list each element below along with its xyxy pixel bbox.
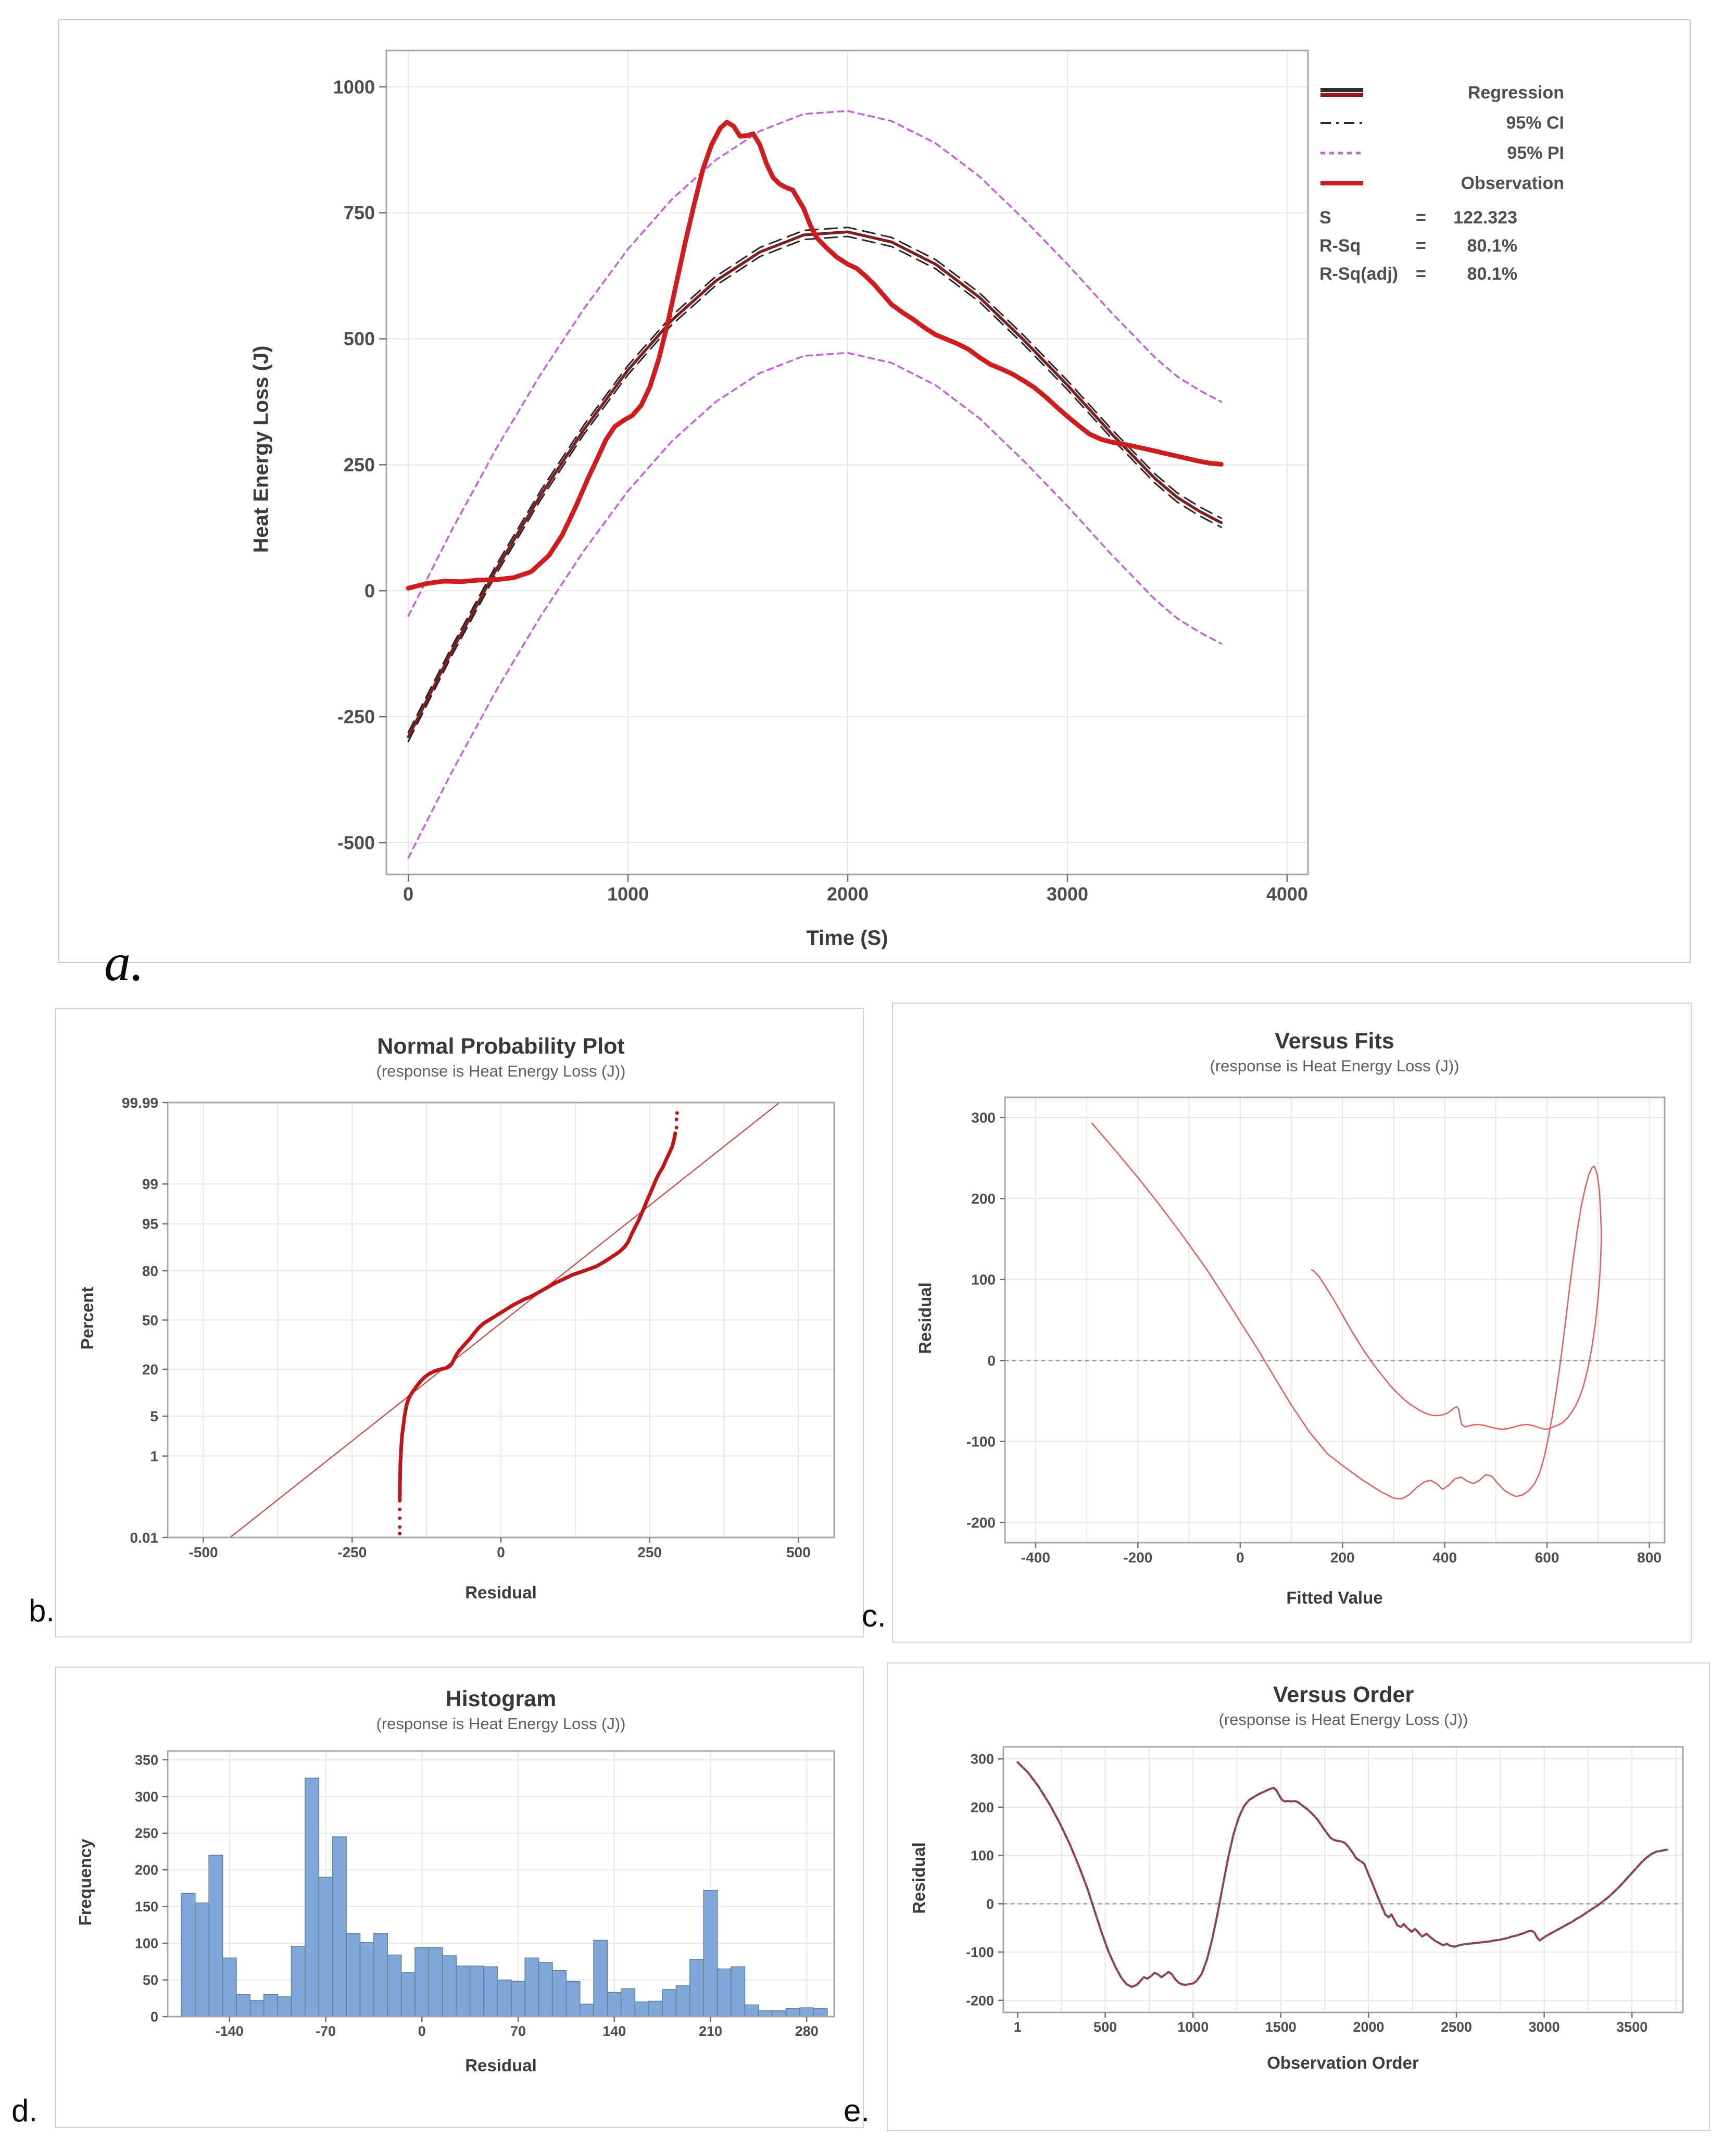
stat-value: 80.1%: [1467, 264, 1517, 284]
svg-text:-100: -100: [965, 1944, 994, 1960]
legend-item-ci: [1319, 108, 1564, 138]
chart-subtitle: (response is Heat Energy Loss (J)): [1218, 1710, 1468, 1729]
svg-text:0: 0: [403, 883, 414, 905]
model-summary: [1319, 204, 1564, 288]
svg-text:500: 500: [786, 1544, 811, 1560]
panel-versus-order: [887, 1662, 1710, 2131]
stat-value: 122.323: [1453, 207, 1517, 228]
stat-rsq-adj: [1319, 260, 1564, 288]
svg-text:-200: -200: [965, 1993, 994, 2009]
svg-text:99: 99: [142, 1176, 158, 1193]
svg-text:-250: -250: [337, 1544, 367, 1560]
y-axis-label: Percent: [78, 1286, 97, 1350]
svg-text:3500: 3500: [1616, 2019, 1648, 2035]
figure-label-d: d.: [11, 2093, 38, 2128]
panel-histogram: [55, 1667, 864, 2128]
legend-item-observation: [1319, 168, 1564, 198]
svg-text:200: 200: [970, 1799, 994, 1816]
y-axis-label: Residual: [915, 1282, 935, 1354]
svg-text:300: 300: [970, 1751, 994, 1767]
svg-text:70: 70: [510, 2023, 526, 2039]
equals-sign: =: [1416, 235, 1426, 256]
svg-text:500: 500: [343, 328, 375, 350]
svg-text:400: 400: [1432, 1549, 1457, 1566]
svg-text:50: 50: [142, 1312, 158, 1329]
stat-key: R-Sq(adj): [1319, 264, 1399, 284]
svg-text:200: 200: [134, 1862, 158, 1878]
legend-item-regression: [1319, 78, 1564, 108]
svg-text:-200: -200: [966, 1514, 996, 1531]
svg-text:99.99: 99.99: [121, 1094, 158, 1111]
chart-subtitle: (response is Heat Energy Loss (J)): [376, 1715, 626, 1733]
regression-line-swatch-icon: [1319, 83, 1364, 102]
svg-text:140: 140: [602, 2023, 626, 2039]
x-axis-label: Time (S): [806, 927, 888, 949]
stat-s: [1319, 204, 1564, 232]
svg-text:1000: 1000: [607, 883, 649, 905]
chart-subtitle: (response is Heat Energy Loss (J)): [1210, 1057, 1460, 1075]
legend-label: 95% CI: [1506, 112, 1564, 133]
svg-text:3000: 3000: [1046, 883, 1089, 905]
equals-sign: =: [1416, 264, 1426, 284]
y-axis-label: Frequency: [76, 1838, 95, 1926]
svg-text:280: 280: [795, 2023, 819, 2039]
chart-title: Normal Probability Plot: [377, 1034, 625, 1059]
observation-line-swatch-icon: [1319, 174, 1364, 193]
svg-text:350: 350: [134, 1752, 158, 1768]
chart-title: Histogram: [445, 1686, 557, 1711]
svg-text:4000: 4000: [1266, 883, 1308, 905]
svg-text:100: 100: [970, 1848, 994, 1864]
svg-text:20: 20: [142, 1361, 158, 1378]
svg-text:200: 200: [971, 1191, 996, 1207]
svg-text:0: 0: [986, 1896, 994, 1912]
svg-text:3000: 3000: [1528, 2019, 1560, 2035]
equals-sign: =: [1416, 207, 1426, 228]
legend-label: Observation: [1461, 173, 1564, 193]
chart-title: Versus Fits: [1275, 1029, 1394, 1054]
x-axis-label: Residual: [465, 1583, 537, 1602]
stat-value: 80.1%: [1467, 235, 1517, 256]
svg-text:0: 0: [364, 580, 375, 602]
svg-text:200: 200: [1330, 1549, 1355, 1566]
svg-text:0: 0: [987, 1353, 996, 1369]
svg-text:2500: 2500: [1440, 2019, 1473, 2035]
svg-text:-200: -200: [1123, 1549, 1153, 1566]
svg-text:2000: 2000: [1353, 2019, 1385, 2035]
legend: [1319, 78, 1564, 288]
svg-text:80: 80: [142, 1262, 158, 1279]
x-axis-label: Residual: [465, 2056, 537, 2075]
svg-text:250: 250: [343, 454, 375, 476]
svg-text:-250: -250: [337, 706, 375, 728]
svg-text:300: 300: [971, 1109, 996, 1126]
x-axis-label: Observation Order: [1267, 2053, 1419, 2072]
stat-key: S: [1319, 207, 1331, 228]
figure-label-c: c.: [862, 1598, 886, 1633]
svg-text:210: 210: [698, 2023, 723, 2039]
svg-text:2000: 2000: [827, 883, 869, 905]
figure-label-e: e.: [844, 2093, 870, 2128]
svg-text:5: 5: [150, 1408, 158, 1424]
svg-text:1000: 1000: [333, 76, 375, 98]
svg-text:0.01: 0.01: [130, 1529, 158, 1546]
stat-key: R-Sq: [1319, 235, 1361, 256]
panel-fitted-line-plot: [58, 19, 1691, 963]
svg-text:-70: -70: [315, 2023, 336, 2039]
svg-text:100: 100: [971, 1271, 996, 1288]
svg-text:250: 250: [637, 1544, 662, 1560]
legend-item-pi: [1319, 138, 1564, 168]
stat-rsq: [1319, 232, 1564, 260]
svg-text:100: 100: [134, 1935, 158, 1952]
svg-text:-140: -140: [215, 2023, 244, 2039]
svg-text:150: 150: [134, 1899, 158, 1915]
svg-text:-500: -500: [337, 832, 375, 854]
svg-text:300: 300: [134, 1788, 158, 1805]
legend-label: 95% PI: [1507, 143, 1564, 163]
svg-text:800: 800: [1637, 1549, 1662, 1566]
y-axis-label: Residual: [909, 1842, 928, 1914]
figure-label-b: b.: [29, 1593, 55, 1628]
svg-text:1500: 1500: [1265, 2019, 1297, 2035]
svg-text:250: 250: [134, 1825, 158, 1842]
versus-fits-canvas: [893, 1004, 1691, 1642]
y-axis-label: Heat Energy Loss (J): [249, 345, 273, 553]
svg-text:50: 50: [142, 1972, 158, 1988]
ci-line-swatch-icon: [1319, 114, 1364, 132]
svg-text:0: 0: [497, 1544, 505, 1560]
svg-text:0: 0: [418, 2023, 426, 2039]
svg-text:500: 500: [1093, 2019, 1117, 2035]
panel-normal-probability-plot: [55, 1008, 864, 1637]
svg-text:1000: 1000: [1177, 2019, 1209, 2035]
svg-text:-500: -500: [188, 1544, 218, 1560]
svg-text:750: 750: [343, 202, 375, 224]
svg-text:0: 0: [1236, 1549, 1244, 1566]
svg-text:0: 0: [150, 2009, 158, 2025]
svg-text:-100: -100: [966, 1433, 996, 1450]
svg-text:1: 1: [150, 1448, 158, 1465]
panel-versus-fits: [892, 1003, 1692, 1643]
svg-text:-400: -400: [1021, 1549, 1050, 1566]
svg-text:600: 600: [1534, 1549, 1559, 1566]
pi-line-swatch-icon: [1319, 144, 1364, 162]
legend-label: Regression: [1467, 82, 1564, 103]
svg-text:95: 95: [142, 1216, 158, 1232]
normal-probability-plot-canvas: [56, 1009, 863, 1636]
chart-subtitle: (response is Heat Energy Loss (J)): [376, 1062, 626, 1080]
figure-label-a: a.: [104, 933, 144, 992]
chart-title: Versus Order: [1273, 1682, 1414, 1707]
x-axis-label: Fitted Value: [1286, 1588, 1383, 1607]
svg-text:1: 1: [1013, 2019, 1022, 2035]
